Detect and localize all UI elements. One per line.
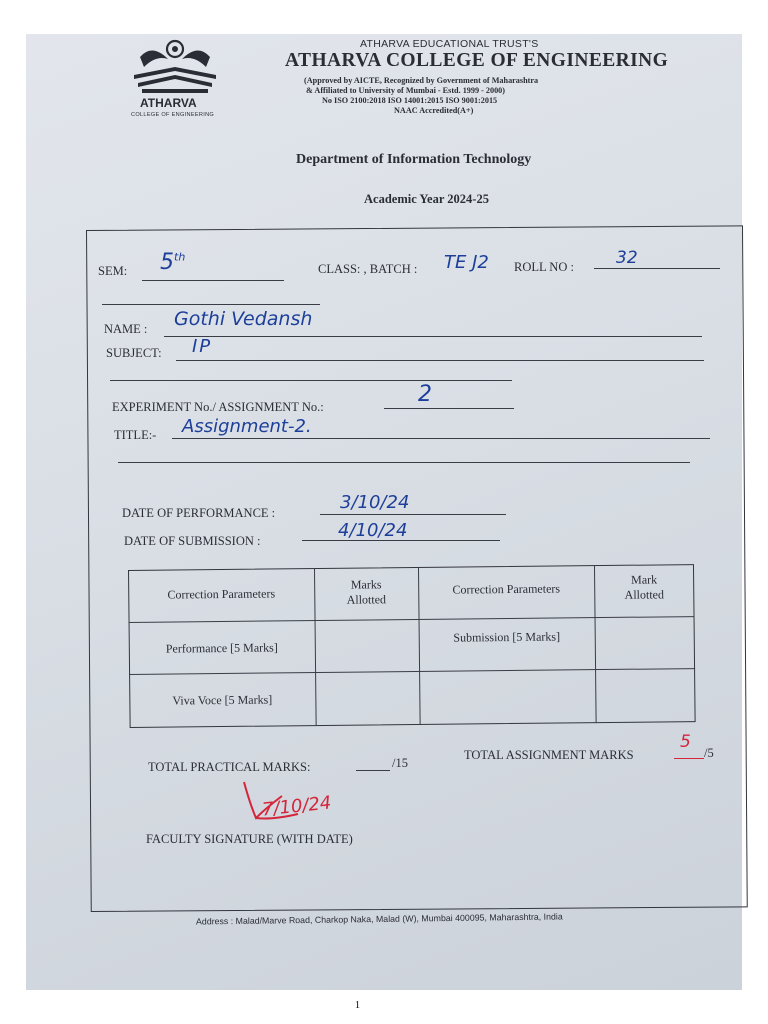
approval-line-3: No ISO 2100:2018 ISO 14001:2015 ISO 9001:2015 (322, 96, 498, 105)
experiment-value: 2 (418, 382, 432, 407)
experiment-underline (384, 408, 514, 409)
department-title: Department of Information Technology (296, 152, 532, 167)
logo-subtext: COLLEGE OF ENGINEERING (131, 112, 215, 118)
sem-underline (142, 280, 284, 281)
name-underline (164, 336, 702, 337)
academic-year: Academic Year 2024-25 (364, 192, 489, 206)
total-practical-blank (356, 770, 390, 771)
sem-superscript: th (174, 250, 186, 264)
roll-no-label: ROLL NO : (514, 260, 574, 274)
blank-line-2 (110, 380, 512, 381)
logo-text: ATHARVA (140, 96, 197, 110)
table-cell: Viva Voce [5 Marks] (172, 692, 273, 708)
faculty-signature-date: 7/10/24 (261, 792, 333, 821)
college-logo (130, 37, 220, 99)
roll-no-underline (594, 268, 720, 269)
approval-line-2: & Affiliated to University of Mumbai - Estd. 1999 - 2000) (306, 86, 505, 95)
title-underline (172, 438, 710, 439)
table-header-cell: Marks Allotted (346, 577, 387, 607)
address-footer: Address : Malad/Marve Road, Charkop Naka, Malad (W), Mumbai 400095, Maharashtra, India (195, 911, 563, 927)
name-value: Gothi Vedansh (174, 308, 313, 330)
total-practical-label: TOTAL PRACTICAL MARKS: (148, 760, 311, 774)
table-cell: Performance [5 Marks] (165, 640, 278, 656)
total-assignment-label: TOTAL ASSIGNMENT MARKS (464, 748, 634, 762)
table-header-cell: Mark Allotted (624, 572, 665, 602)
marks-table (128, 564, 696, 728)
date-of-submission-underline (302, 540, 500, 541)
date-of-performance-value: 3/10/24 (340, 492, 410, 513)
blank-line-3 (118, 462, 690, 463)
experiment-label: EXPERIMENT No./ ASSIGNMENT No.: (112, 400, 324, 414)
blank-line-1 (102, 304, 320, 305)
date-of-performance-label: DATE OF PERFORMANCE : (122, 506, 276, 520)
approval-line-4: NAAC Accredited(A+) (394, 106, 474, 115)
class-batch-label: CLASS: , BATCH : (318, 262, 418, 276)
date-of-submission-label: DATE OF SUBMISSION : (124, 534, 261, 548)
subject-underline (176, 360, 704, 361)
total-assignment-underline (674, 758, 704, 759)
table-header-cell: Correction Parameters (167, 586, 276, 602)
sem-label: SEM: (98, 264, 128, 278)
total-assignment-suffix: /5 (704, 746, 714, 760)
title-value: Assignment-2. (182, 416, 312, 437)
scanned-document-photo (26, 34, 742, 990)
table-cell: Submission [5 Marks] (453, 629, 561, 645)
title-label: TITLE:- (114, 428, 157, 442)
roll-no-value: 32 (616, 248, 638, 268)
batch-value: TE J2 (444, 252, 489, 273)
faculty-signature-label: FACULTY SIGNATURE (WITH DATE) (146, 832, 353, 846)
total-practical-suffix: /15 (392, 756, 408, 770)
date-of-submission-value: 4/10/24 (338, 520, 408, 541)
trust-name: ATHARVA EDUCATIONAL TRUST'S (360, 38, 539, 50)
college-name: ATHARVA COLLEGE OF ENGINEERING (285, 50, 669, 71)
subject-value: IP (192, 336, 213, 357)
approval-line-1: (Approved by AICTE, Recognized by Government of Maharashtra (304, 76, 539, 85)
date-of-performance-underline (320, 514, 506, 515)
name-label: NAME : (104, 322, 148, 336)
sem-value: 5th (160, 250, 186, 275)
table-header-cell: Correction Parameters (452, 581, 561, 597)
page-number: 1 (355, 1000, 360, 1011)
subject-label: SUBJECT: (106, 346, 162, 360)
total-assignment-value: 5 (680, 732, 691, 752)
